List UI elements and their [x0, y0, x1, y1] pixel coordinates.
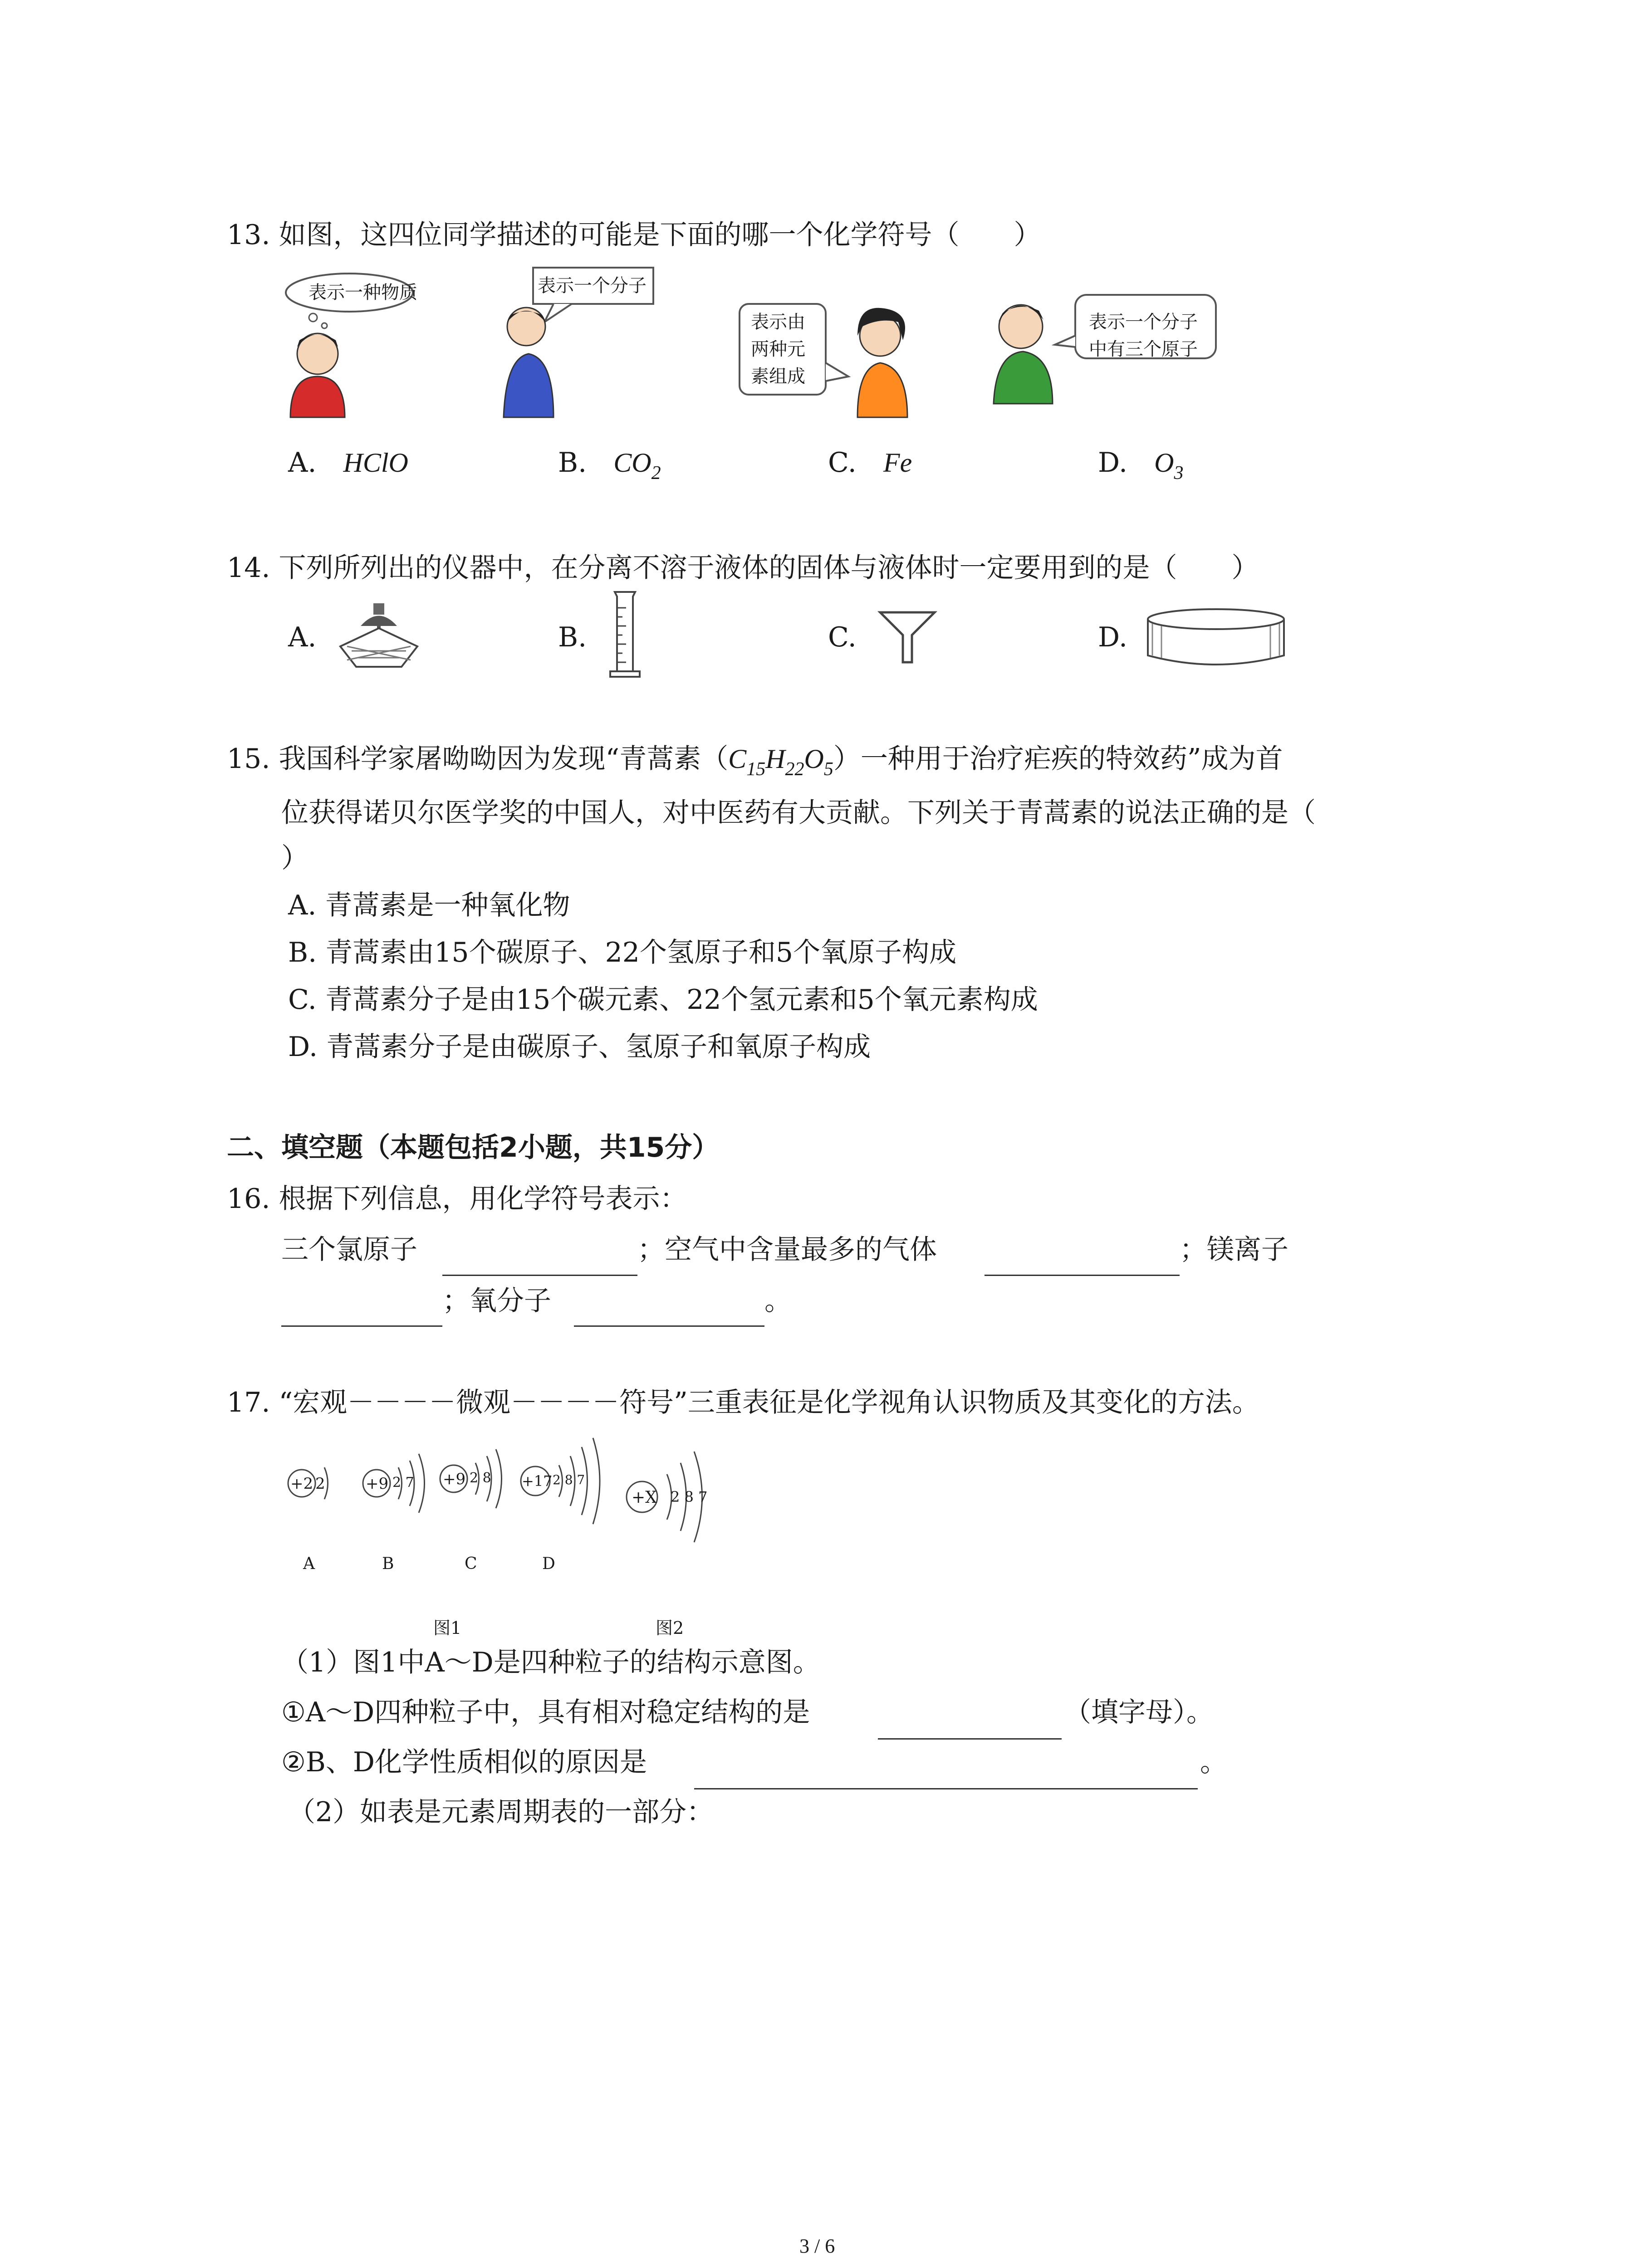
q16-blank-1[interactable] — [442, 1274, 637, 1276]
evaporating-dish-icon — [1143, 606, 1288, 671]
option-subscript: 3 — [1174, 463, 1184, 484]
q13-option-a[interactable] — [288, 447, 408, 479]
formula-o-sub: 5 — [823, 759, 833, 780]
q14-stem: 14. 下列所列出的仪器中，在分离不溶于液体的固体与液体时一定要用到的是（ ） — [227, 552, 1259, 584]
option-label: B. — [558, 447, 587, 479]
q16-blank-2[interactable] — [985, 1274, 1180, 1276]
q17-sub-2-end: 。 — [1200, 1746, 1227, 1778]
q14-option-c-label[interactable]: C. — [828, 621, 857, 653]
atom-a-nucleus: +2 — [290, 1475, 314, 1493]
atom-b-label: B — [382, 1554, 394, 1573]
bubble-text-3b: 两种元 — [751, 339, 805, 360]
q14-option-a-label[interactable]: A. — [288, 621, 317, 653]
q17-part-1: （1）图1中A～D是四种粒子的结构示意图。 — [281, 1647, 820, 1678]
option-formula: HClO — [343, 448, 408, 478]
q13-option-c[interactable] — [828, 447, 912, 479]
q15-line-3: ） — [281, 842, 309, 874]
atom-x-shells: 2 8 7 — [671, 1488, 708, 1505]
q15-option-b[interactable]: B. 青蒿素由15个碳原子、22个氢原子和5个氧原子构成 — [288, 937, 957, 968]
option-formula: Fe — [883, 448, 912, 478]
q17-sub-2: ②B、D化学性质相似的原因是 — [281, 1746, 647, 1778]
q16-prompt-5: 。 — [764, 1285, 792, 1317]
atom-d-nucleus: +17 — [522, 1472, 553, 1490]
formula-c-sub: 15 — [746, 759, 766, 780]
q16-blank-4[interactable] — [574, 1325, 764, 1327]
q16-blank-3[interactable] — [281, 1325, 442, 1327]
bubble-text-4b: 中有三个原子 — [1089, 339, 1198, 360]
formula-c: C — [728, 744, 747, 774]
q15-line-2: 位获得诺贝尔医学奖的中国人，对中医药有大贡献。下列关于青蒿素的说法正确的是（ — [281, 797, 1316, 829]
atom-b-nucleus: +9 — [366, 1475, 389, 1493]
bubble-text-3a: 表示由 — [751, 312, 805, 332]
q16-prompt-4: ；氧分子 — [442, 1285, 551, 1317]
q17-sub-1: ①A～D四种粒子中，具有相对稳定结构的是 — [281, 1696, 810, 1728]
figure-1-caption: 图1 — [433, 1618, 462, 1638]
q17-blank-2[interactable] — [694, 1787, 1198, 1789]
q13-option-b[interactable] — [558, 447, 661, 484]
option-label: D. — [1098, 447, 1128, 479]
atom-a-label: A — [303, 1554, 315, 1573]
q17-sub-1-end: （填字母）。 — [1064, 1696, 1214, 1728]
q16-stem: 16. 根据下列信息，用化学符号表示： — [227, 1183, 687, 1215]
q17-blank-1[interactable] — [878, 1737, 1062, 1740]
formula-h: H — [765, 744, 785, 774]
atom-c-label: C — [465, 1554, 477, 1573]
figure-2-caption: 图2 — [656, 1618, 684, 1638]
q16-prompt-1: 三个氯原子 — [281, 1234, 417, 1266]
bubble-text-1: 表示一种物质 — [309, 282, 417, 303]
formula-o: O — [804, 744, 824, 774]
option-formula: CO — [613, 448, 652, 478]
q16-prompt-2: ；空气中含量最多的气体 — [637, 1234, 937, 1266]
atom-b-shells: 2 7 — [392, 1475, 414, 1491]
bubble-text-3c: 素组成 — [751, 366, 805, 387]
q15-line-1-end: ）一种用于治疗疟疾的特效药”成为首 — [833, 743, 1283, 775]
formula-h-sub: 22 — [785, 759, 804, 780]
graduated-cylinder-icon — [608, 590, 644, 680]
q17-stem: 17. “宏观－－－－微观－－－－符号”三重表征是化学视角认识物质及其变化的方法。 — [227, 1387, 1259, 1418]
atom-d-label: D — [542, 1554, 555, 1573]
page-number: 3 / 6 — [799, 2235, 835, 2257]
q15-line-1 — [227, 743, 1283, 780]
option-label: A. — [288, 447, 317, 479]
q16-prompt-3: ；镁离子 — [1180, 1234, 1288, 1266]
alcohol-lamp-icon — [333, 601, 424, 674]
q15-line-1-start: 15. 我国科学家屠呦呦因为发现“青蒿素（ — [227, 743, 729, 775]
section-2-heading: 二、填空题（本题包括2小题，共15分） — [227, 1132, 720, 1163]
q17-part-2: （2）如表是元素周期表的一部分： — [288, 1796, 714, 1828]
atom-x-nucleus: +X — [632, 1488, 657, 1507]
bubble-text-2: 表示一个分子 — [538, 275, 647, 296]
option-subscript: 2 — [651, 463, 661, 484]
funnel-icon — [878, 608, 937, 667]
atom-c-nucleus: +9 — [443, 1470, 466, 1488]
atom-a-shells: 2 — [315, 1475, 325, 1493]
bubble-text-4a: 表示一个分子 — [1089, 312, 1198, 332]
option-label: C. — [828, 447, 857, 479]
q13-stem: 13. 如图，这四位同学描述的可能是下面的哪一个化学符号（ ） — [227, 219, 1041, 251]
atom-d-shells: 2 8 7 — [553, 1472, 585, 1487]
q14-option-b-label[interactable]: B. — [558, 621, 587, 653]
atom-c-shells: 2 8 — [470, 1470, 491, 1486]
q15-option-c[interactable]: C. 青蒿素分子是由15个碳元素、22个氢元素和5个氧元素构成 — [288, 984, 1038, 1016]
q15-option-a[interactable]: A. 青蒿素是一种氧化物 — [288, 890, 570, 921]
q13-option-d[interactable] — [1098, 447, 1184, 484]
q14-option-d-label[interactable]: D. — [1098, 621, 1128, 653]
option-formula: O — [1154, 448, 1174, 478]
q15-option-d[interactable]: D. 青蒿素分子是由碳原子、氢原子和氧原子构成 — [288, 1031, 871, 1063]
